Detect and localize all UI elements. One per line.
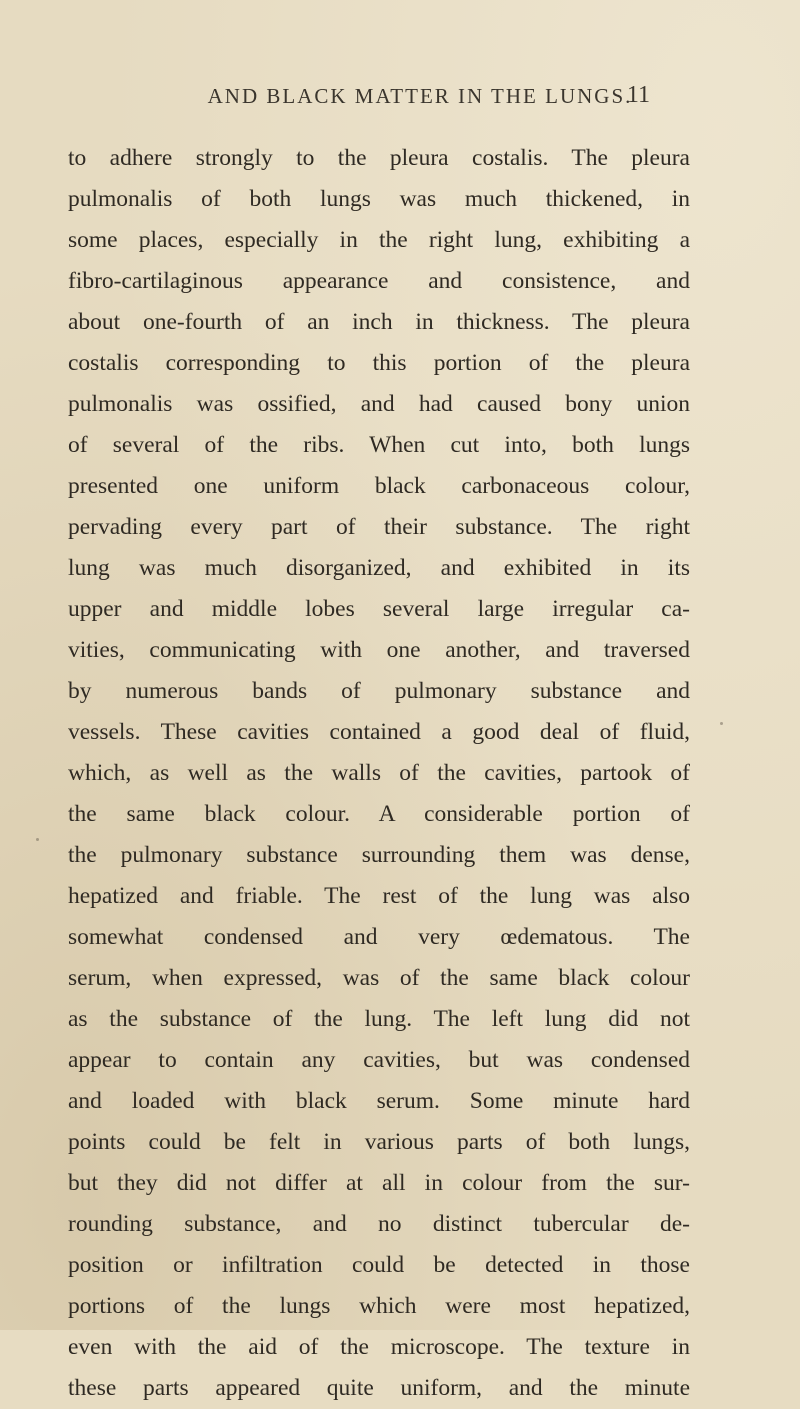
text-line: pulmonalis was ossified, and had caused bony union xyxy=(68,391,690,417)
text-line: as the substance of the lung. The left lung did not xyxy=(68,1006,690,1032)
text-line: pervading every part of their substance. The right xyxy=(68,514,690,540)
text-line: some places, especially in the right lung, exhibiting a xyxy=(68,227,690,253)
text-line: fibro-cartilaginous appearance and consistence, and xyxy=(68,268,690,294)
text-line: rounding substance, and no distinct tubercular de- xyxy=(68,1211,690,1237)
text-line: the pulmonary substance surrounding them was dense, xyxy=(68,842,690,868)
text-line: presented one uniform black carbonaceous colour, xyxy=(68,473,690,499)
text-line: to adhere strongly to the pleura costalis. The pleura xyxy=(68,145,690,171)
text-line: these parts appeared quite uniform, and the minute xyxy=(68,1375,690,1401)
text-line: portions of the lungs which were most hepatized, xyxy=(68,1293,690,1319)
text-line: appear to contain any cavities, but was condensed xyxy=(68,1047,690,1073)
text-line: but they did not differ at all in colour from the sur- xyxy=(68,1170,690,1196)
paper-speck xyxy=(36,838,39,841)
text-line: about one-fourth of an inch in thickness. The pleura xyxy=(68,309,690,335)
text-line: and loaded with black serum. Some minute hard xyxy=(68,1088,690,1114)
body-paragraph xyxy=(68,138,690,1409)
text-line: lung was much disorganized, and exhibited in its xyxy=(68,555,690,581)
text-line: even with the aid of the microscope. The texture in xyxy=(68,1334,690,1360)
text-line: upper and middle lobes several large irregular ca- xyxy=(68,596,690,622)
text-line: costalis corresponding to this portion of the pleura xyxy=(68,350,690,376)
text-line: which, as well as the walls of the cavities, partook of xyxy=(68,760,690,786)
page-header xyxy=(0,84,800,114)
page-number: 11 xyxy=(626,82,650,108)
paper-speck xyxy=(720,722,723,725)
text-line: somewhat condensed and very œdematous. The xyxy=(68,924,690,950)
text-line: serum, when expressed, was of the same black colour xyxy=(68,965,690,991)
text-line: of several of the ribs. When cut into, both lungs xyxy=(68,432,690,458)
text-line: the same black colour. A considerable portion of xyxy=(68,801,690,827)
text-line: position or infiltration could be detected in those xyxy=(68,1252,690,1278)
text-line: pulmonalis of both lungs was much thickened, in xyxy=(68,186,690,212)
text-line: by numerous bands of pulmonary substance and xyxy=(68,678,690,704)
text-line: points could be felt in various parts of both lungs, xyxy=(68,1129,690,1155)
text-line: vities, communicating with one another, and traversed xyxy=(68,637,690,663)
text-line: hepatized and friable. The rest of the lung was also xyxy=(68,883,690,909)
running-head: AND BLACK MATTER IN THE LUNGS. xyxy=(207,84,633,108)
text-line: vessels. These cavities contained a good deal of fluid, xyxy=(68,719,690,745)
